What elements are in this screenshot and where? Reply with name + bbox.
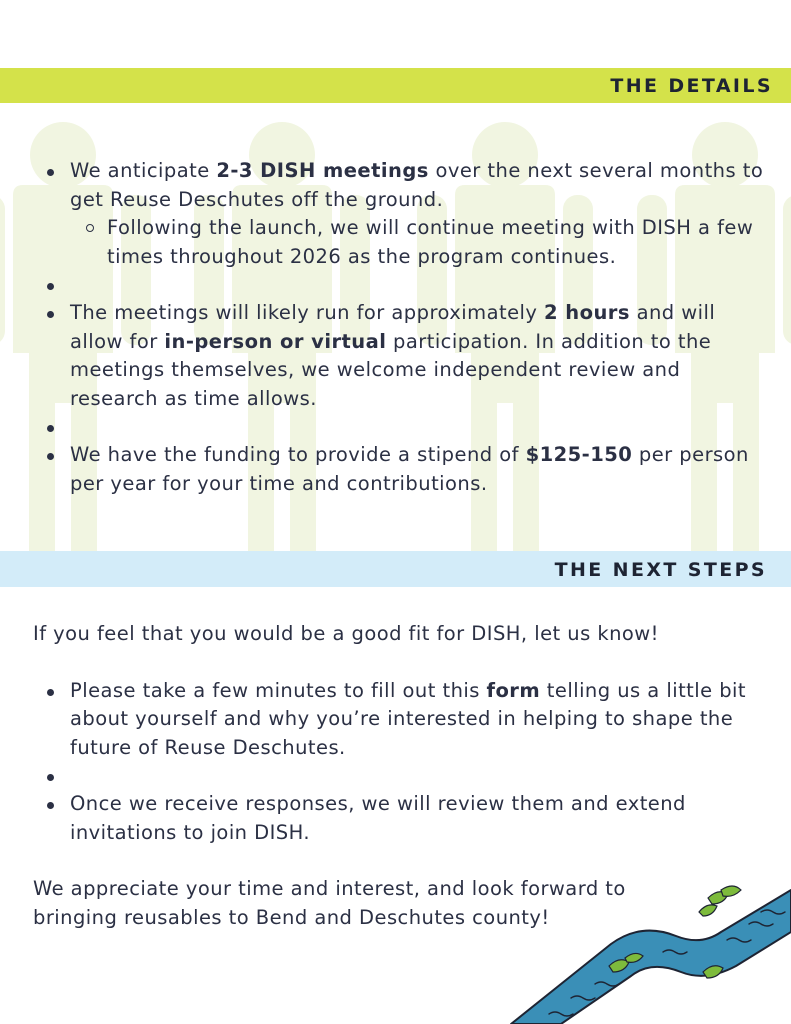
- meeting-duration: 2 hours: [544, 301, 630, 324]
- details-bullet-duration: The meetings will likely run for approximately 2 hours and will allow for in-person or virtual participation. In addition to the meetings themselves, we welcome independent review and research as time allows.: [0, 299, 791, 413]
- details-bullet-meetings: We anticipate 2-3 DISH meetings over the next several months to get Reuse Deschutes off the ground. Following the launch, we will continue meeting with DISH a few times throughout 2026 as the program continues.: [0, 157, 791, 271]
- details-subbullet-launch: Following the launch, we will continue meeting with DISH a few times throughout 2026 as the program continues.: [70, 214, 771, 271]
- next-steps-intro: If you feel that you would be a good fit for DISH, let us know!: [33, 622, 659, 645]
- form-link[interactable]: form: [486, 678, 541, 702]
- participation-mode: in-person or virtual: [164, 329, 387, 353]
- spacer: [0, 649, 791, 677]
- river-illustration: [491, 874, 791, 1024]
- next-steps-bullet-form: Please take a few minutes to fill out this form telling us a little bit about yourself and why you’re interested in helping to shape the future of Reuse Deschutes.: [0, 677, 791, 763]
- details-sublist: [70, 214, 771, 271]
- closing-paragraph: We appreciate your time and interest, and look forward to bringing reusables to Bend and Deschutes county!: [33, 877, 626, 929]
- details-bullet-stipend: We have the funding to provide a stipend of $125-150 per person per year for your time and contributions.: [0, 441, 791, 498]
- spacer: [0, 271, 791, 299]
- next-steps-heading-band: [0, 551, 791, 587]
- next-steps-heading: THE NEXT STEPS: [554, 559, 767, 581]
- spacer: [0, 413, 791, 441]
- details-heading-band: [0, 68, 791, 103]
- details-list: [0, 157, 791, 498]
- details-heading: THE DETAILS: [610, 75, 773, 97]
- next-steps-list: [0, 677, 791, 848]
- next-steps-bullet-invitations: Once we receive responses, we will review them and extend invitations to join DISH.: [0, 790, 791, 847]
- spacer: [0, 762, 791, 790]
- spacer: [0, 847, 791, 875]
- details-section: [0, 157, 791, 498]
- stipend-amount: $125-150: [525, 443, 633, 466]
- meetings-count: 2-3 DISH meetings: [216, 159, 429, 182]
